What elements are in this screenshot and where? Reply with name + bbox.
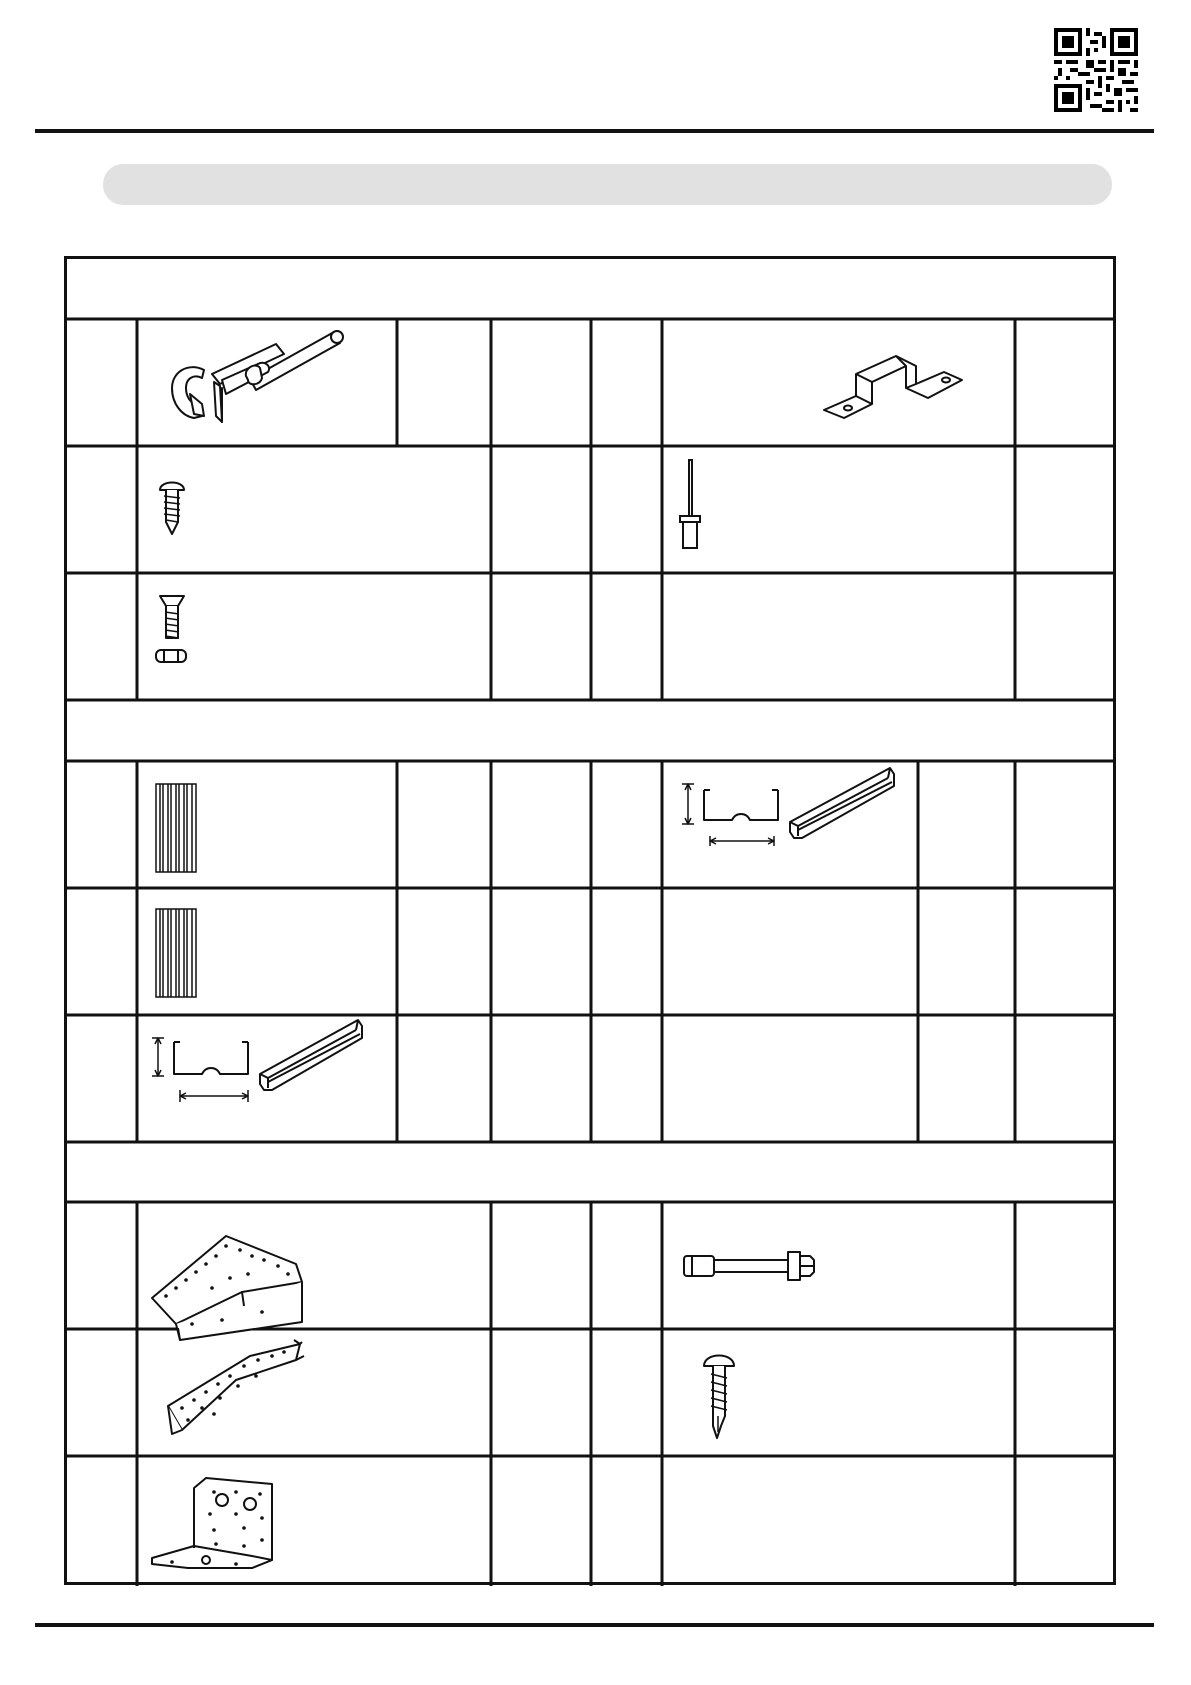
pan-head-screw-icon	[160, 483, 184, 535]
corrugated-panel-icon	[156, 784, 196, 872]
latch-hinge-rod-icon	[172, 331, 343, 422]
corrugated-panel-icon	[156, 909, 196, 997]
footer-rule	[35, 1623, 1154, 1627]
section-banner	[103, 164, 1112, 205]
c-channel-profile-icon	[152, 1020, 362, 1102]
parts-table-grid	[64, 256, 1116, 1586]
c-channel-profile-icon	[682, 768, 894, 846]
angle-bracket-icon	[152, 1478, 272, 1568]
u-bracket-icon	[824, 356, 962, 418]
flat-screw-and-nut-icon	[156, 596, 186, 662]
ridge-plate-icon	[168, 1340, 304, 1434]
rivet-icon	[680, 460, 700, 548]
header-rule	[35, 129, 1154, 133]
parts-table	[64, 256, 1116, 1586]
qr-code-icon	[1054, 28, 1138, 112]
expansion-anchor-bolt-icon	[684, 1252, 814, 1280]
gusset-plate-icon	[152, 1236, 302, 1340]
self-drilling-screw-icon	[704, 1356, 734, 1439]
